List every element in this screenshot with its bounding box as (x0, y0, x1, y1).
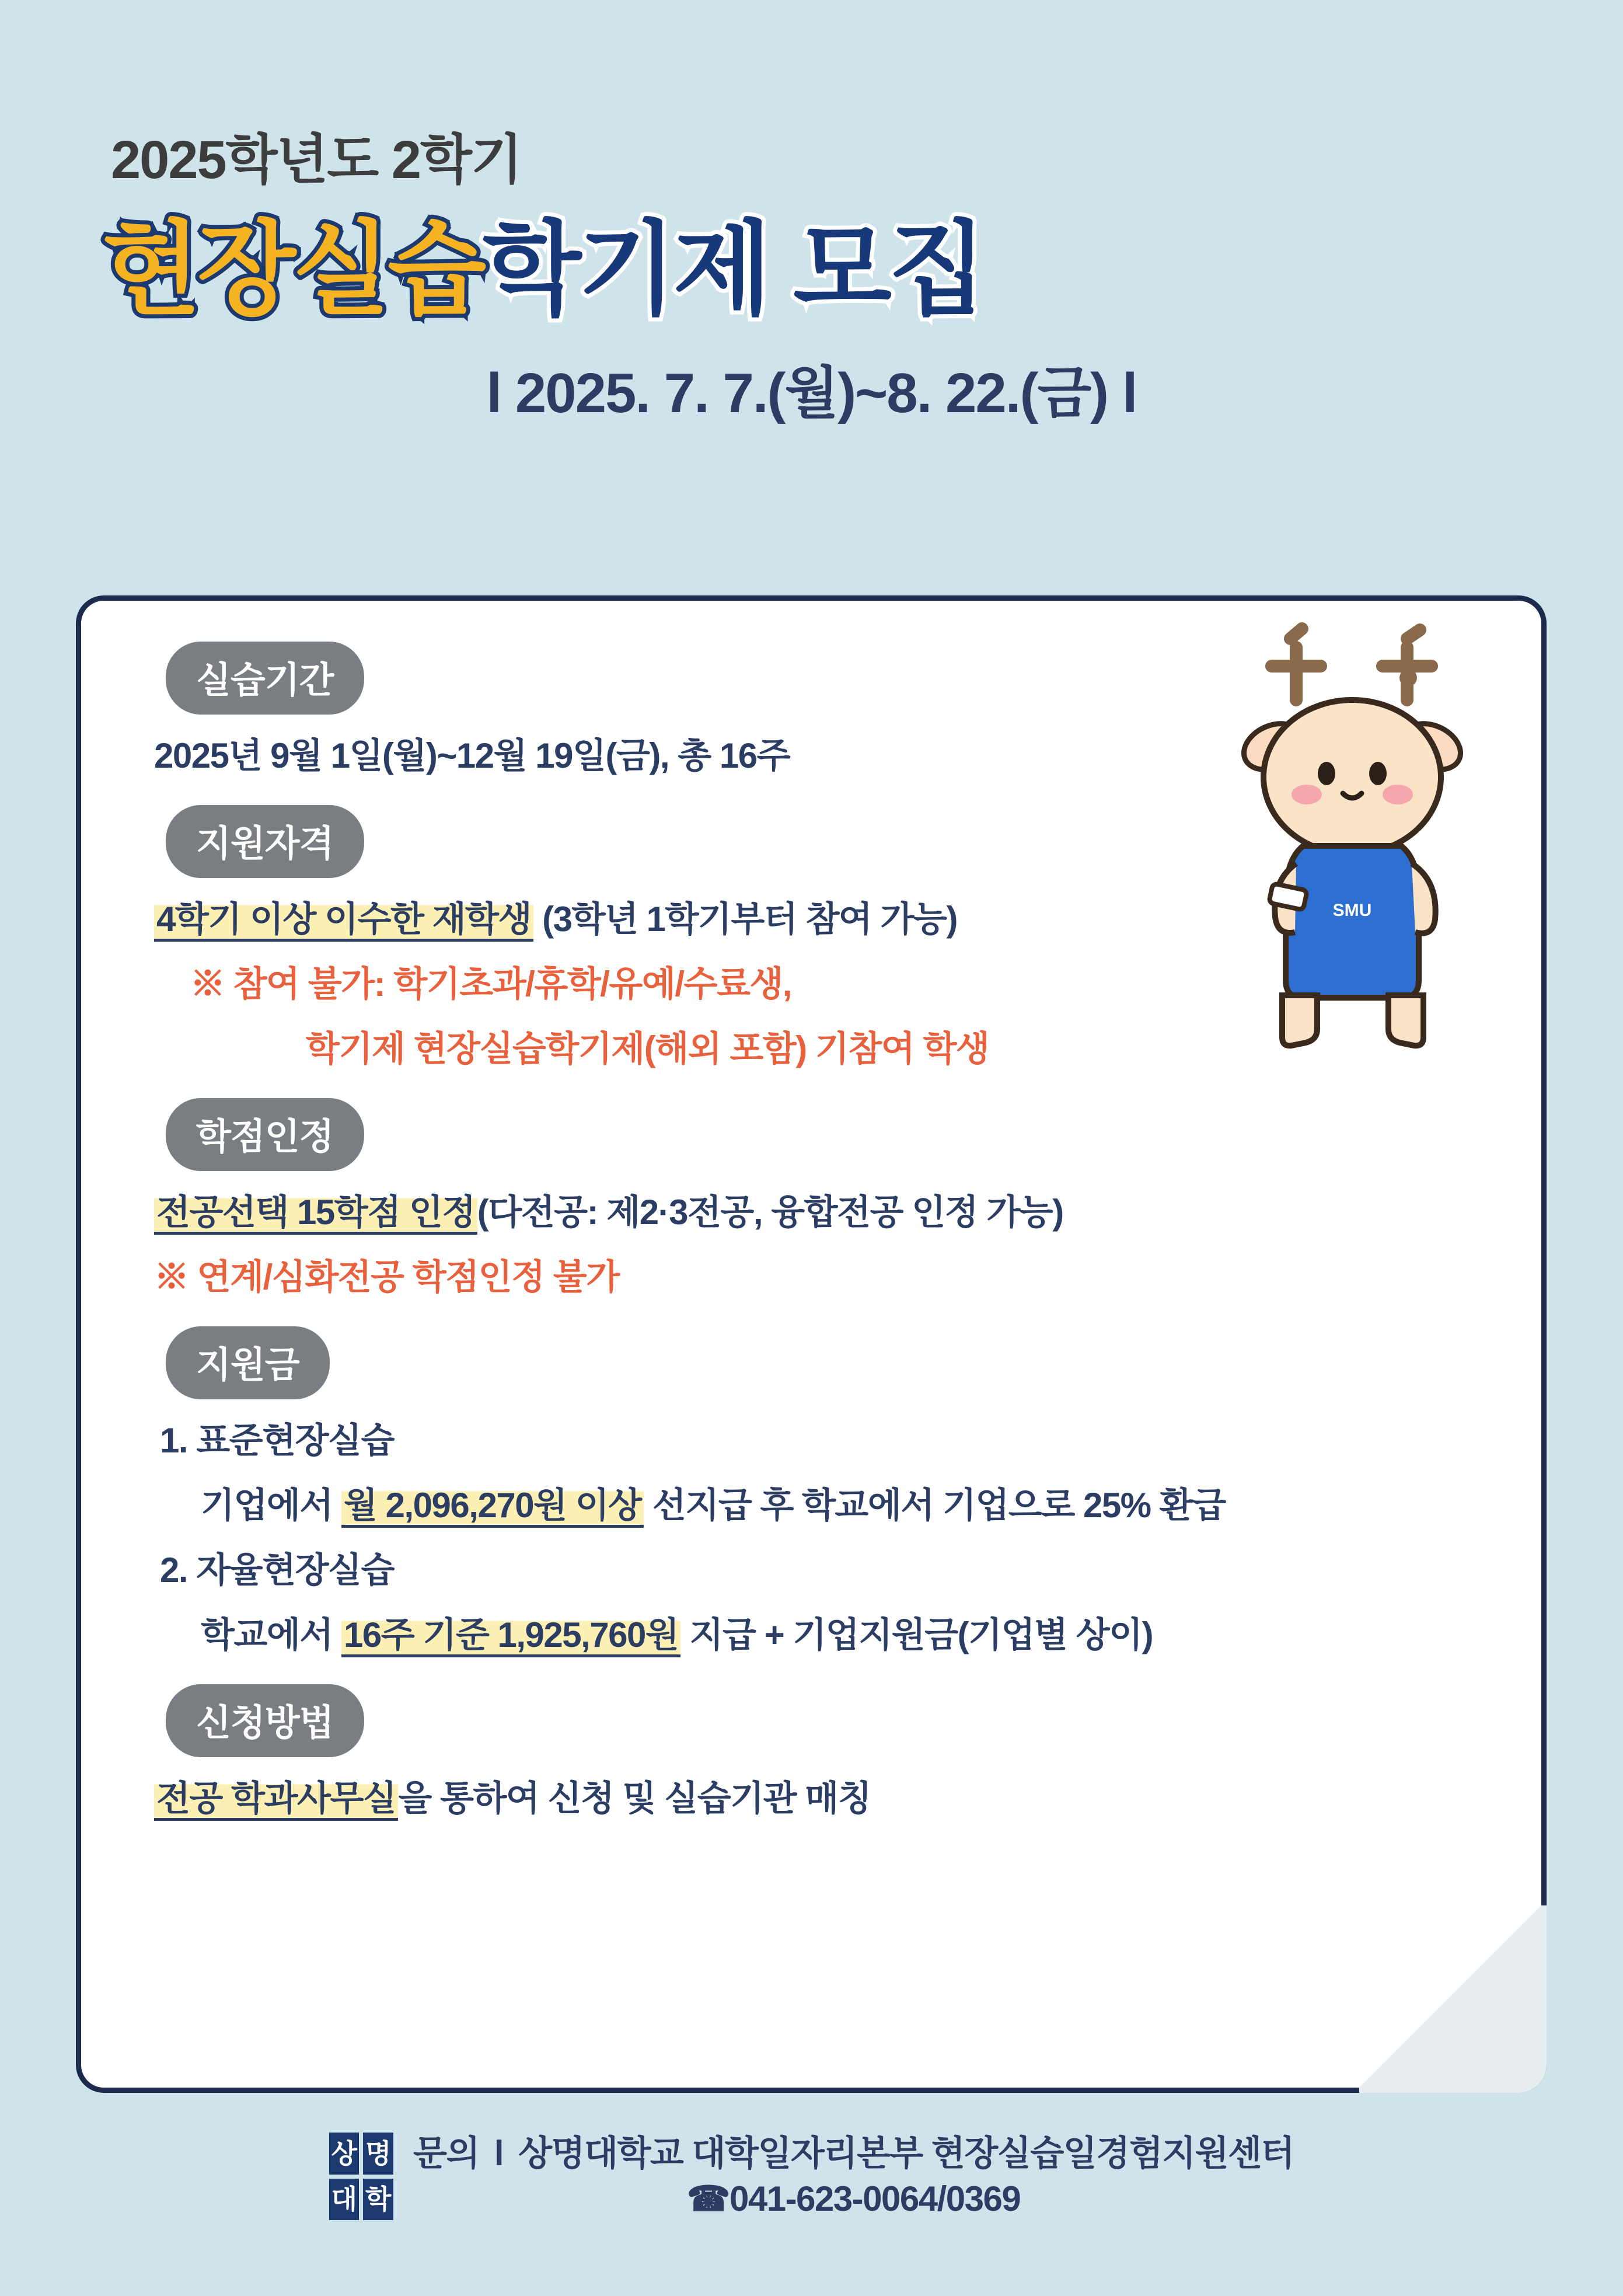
info-card (76, 595, 1547, 2093)
pill-practice-period: 실습기간 (166, 642, 364, 715)
apply-highlight: 전공 학과사무실 (154, 1779, 398, 1821)
credits-rest: (다전공: 제2·3전공, 융합전공 인정 가능) (477, 1193, 1063, 1232)
apply-rest: 을 통하여 신청 및 실습기관 매칭 (398, 1779, 871, 1818)
funding-item-1-title: 1. 표준현장실습 (160, 1421, 394, 1460)
funding-1-amount: 월 2,096,270원 이상 (341, 1486, 644, 1528)
footer (0, 2131, 1623, 2222)
footer-contact (413, 2131, 1294, 2222)
funding-2-pre: 학교에서 (201, 1615, 342, 1654)
footer-org: 상명대학교 대학일자리본부 현장실습일경험지원센터 (518, 2134, 1294, 2173)
pill-funding: 지원금 (166, 1326, 330, 1399)
title-part-1: 현장실습 (102, 213, 483, 327)
funding-2-amount: 16주 기준 1,925,760원 (341, 1615, 680, 1657)
section-credits (137, 1098, 1486, 1301)
footer-contact-line-1 (413, 2131, 1294, 2176)
funding-1-pre: 기업에서 (201, 1486, 342, 1525)
credits-main (154, 1189, 1486, 1236)
pill-eligibility: 지원자격 (166, 805, 364, 878)
funding-item-2-title: 2. 자율현장실습 (160, 1551, 394, 1590)
footer-label: 문의 (413, 2134, 479, 2173)
pill-how-to-apply: 신청방법 (166, 1684, 364, 1757)
logo-char-1: 상 (329, 2133, 359, 2175)
date-range-text: 2025. 7. 7.(월)~8. 22.(금) (515, 362, 1108, 424)
funding-item-2-detail (201, 1611, 1486, 1659)
title-part-2: 학기제 모집 (483, 213, 984, 327)
deer-mascot-icon (1203, 612, 1506, 1056)
eligibility-note-1: ※ 참여 불가: 학기초과/휴학/유예/수료생, (190, 964, 792, 1004)
mascot-shirt-text: SMU (1332, 901, 1372, 920)
funding-item-1-detail (201, 1482, 1486, 1529)
pill-credits: 학점인정 (166, 1098, 364, 1171)
credits-highlight: 전공선택 15학점 인정 (154, 1193, 477, 1235)
date-bar-right: l (1122, 362, 1137, 424)
poster-header (0, 0, 1623, 428)
section-funding (137, 1326, 1486, 1659)
date-bar-left: l (486, 362, 501, 424)
header-date-range (0, 349, 1623, 428)
credits-note-1: ※ 연계/심화전공 학점인정 불가 (154, 1257, 619, 1297)
funding-2-post: 지급 + 기업지원금(기업별 상이) (680, 1615, 1153, 1654)
logo-char-3: 대 (329, 2179, 359, 2221)
logo-char-4: 학 (363, 2179, 393, 2221)
eligibility-highlight: 4학기 이상 이수한 재학생 (154, 900, 533, 942)
smu-logo-icon (329, 2133, 393, 2220)
footer-phone: ☎041-623-0064/0369 (686, 2179, 1021, 2218)
header-kicker: 2025학년도 2학기 (111, 130, 522, 190)
funding-1-post: 선지급 후 학교에서 기업으로 25% 환급 (643, 1486, 1226, 1525)
info-card-content (81, 601, 1541, 2088)
logo-char-2: 명 (363, 2133, 393, 2175)
eligibility-rest: (3학년 1학기부터 참여 가능) (533, 900, 957, 939)
eligibility-note-2: 학기제 현장실습학기제(해외 포함) 기참여 학생 (306, 1029, 989, 1068)
section-how-to-apply (137, 1684, 1486, 1822)
footer-separator: l (494, 2134, 504, 2173)
how-to-apply-main (154, 1775, 1486, 1822)
practice-period-text: 2025년 9월 1일(월)~12월 19일(금), 총 16주 (154, 736, 790, 775)
page-title (102, 215, 1623, 325)
